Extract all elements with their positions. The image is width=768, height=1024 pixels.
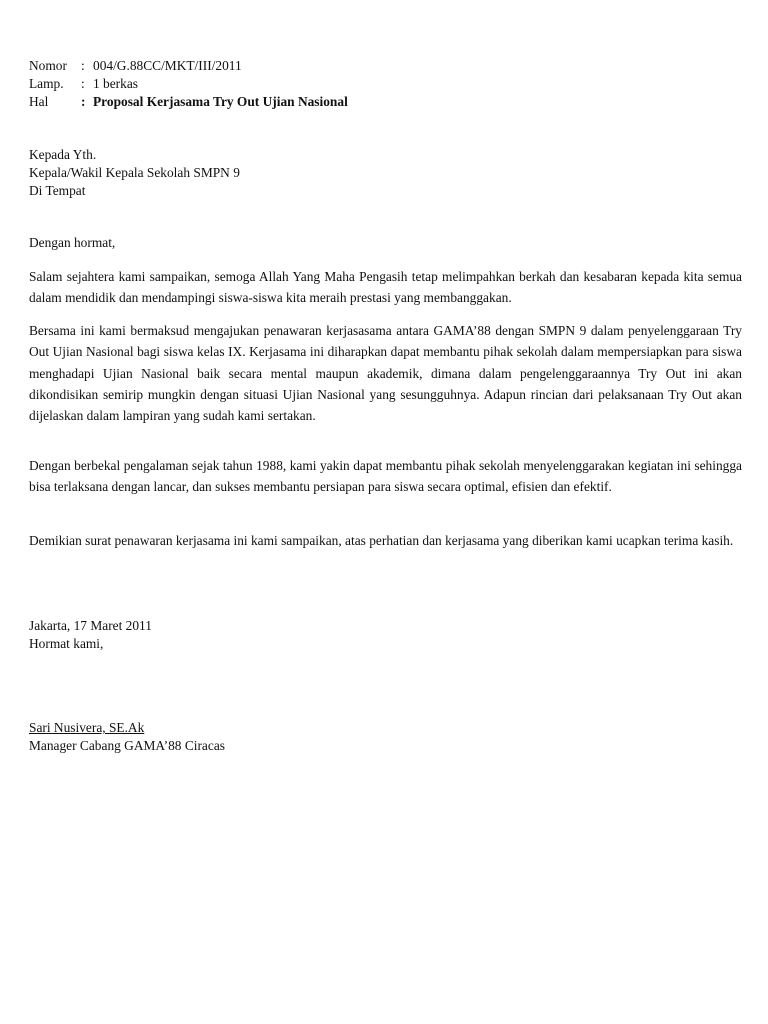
nomor-value: 004/G.88CC/MKT/III/2011 [93, 58, 242, 73]
place-date: Jakarta, 17 Maret 2011 [29, 618, 152, 633]
lamp-row [29, 75, 138, 92]
signer-name: Sari Nusivera, SE.Ak [29, 720, 145, 735]
recipient-line-2: Kepala/Wakil Kepala Sekolah SMPN 9 [29, 165, 240, 180]
salutation: Hormat kami, [29, 636, 104, 651]
lamp-colon: : [81, 76, 85, 91]
body-paragraph-3: Dengan berbekal pengalaman sejak tahun 1988, kami yakin dapat membantu pihak sekolah menyelenggarakan kegiatan ini sehingga bisa terlaksana dengan lancar, dan sukses membantu persiapan para siswa secara optimal, efisien dan efektif. [29, 458, 742, 495]
nomor-colon: : [81, 58, 85, 73]
recipient-line-1: Kepada Yth. [29, 147, 97, 162]
hal-row [29, 93, 348, 110]
body-paragraph-1: Salam sejahtera kami sampaikan, semoga Allah Yang Maha Pengasih tetap melimpahkan berkah dan kesabaran kepada kita semua dalam mendidik dan mendampingi siswa-siswa kita meraih prestasi yang membanggakan. [29, 269, 742, 306]
body-paragraph-4: Demikian surat penawaran kerjasama ini kami sampaikan, atas perhatian dan kerjasama yang diberikan kami ucapkan terima kasih. [29, 533, 734, 548]
hal-label: Hal [29, 94, 49, 109]
body-paragraph-2: Bersama ini kami bermaksud mengajukan penawaran kerjasasama antara GAMA’88 dengan SMPN 9 dalam penyelenggaraan Try Out Ujian Nasional bagi siswa kelas IX. Kerjasama ini diharapkan dapat membantu pihak sekolah dalam mempersiapkan para siswa menghadapi Ujian Nasional baik secara mental maupun akademik, dimana dalam pengelenggaraannya Try Out ini akan dikondisikan semirip mungkin dengan situasi Ujian Nasional yang sesungguhnya. Adapun rincian dari pelaksanaan Try Out akan dijelaskan dalam lampiran yang sudah kami sertakan. [29, 323, 742, 424]
signer-title: Manager Cabang GAMA’88 Ciracas [29, 738, 225, 753]
nomor-row [29, 57, 242, 74]
nomor-label: Nomor [29, 58, 67, 73]
lamp-value: 1 berkas [93, 76, 138, 91]
hal-colon: : [81, 94, 86, 109]
greeting: Dengan hormat, [29, 235, 116, 250]
recipient-line-3: Di Tempat [29, 183, 86, 198]
lamp-label: Lamp. [29, 76, 64, 91]
hal-value: Proposal Kerjasama Try Out Ujian Nasional [93, 94, 348, 109]
